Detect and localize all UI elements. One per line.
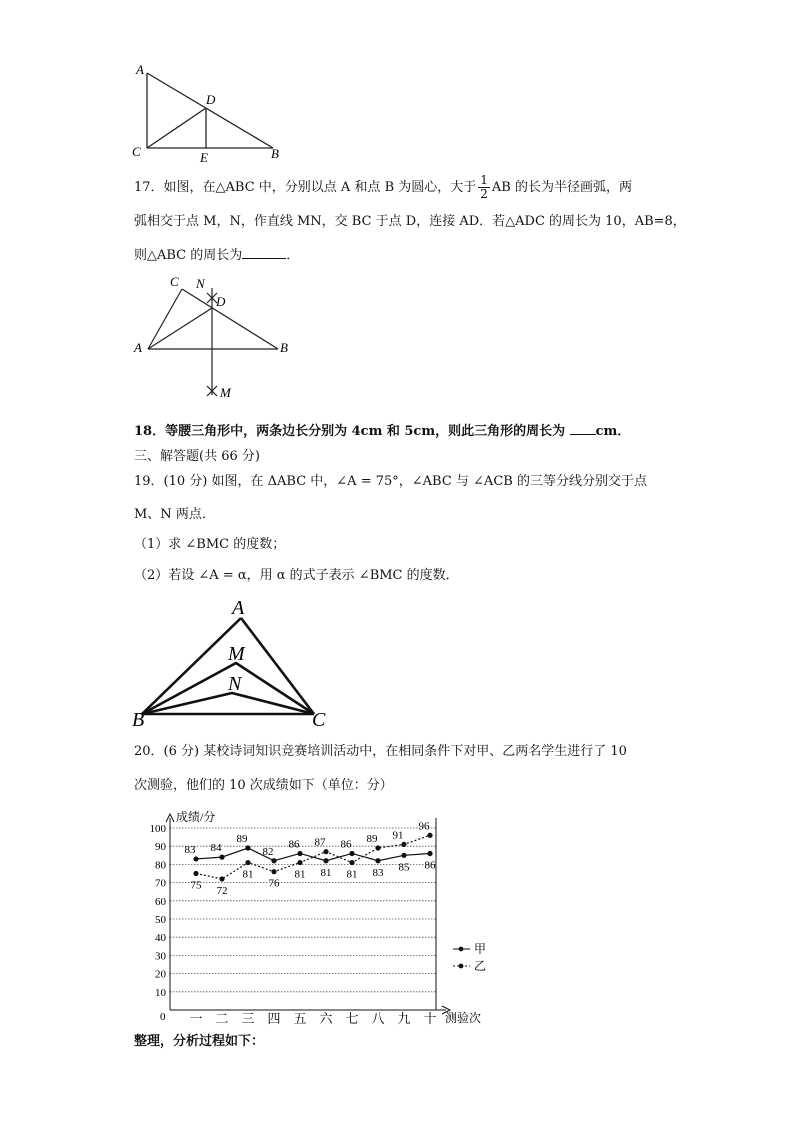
- y-tick-70: 70: [155, 877, 166, 890]
- data-label-10: 96: [418, 820, 430, 833]
- footer-text: 整理，分析过程如下：: [134, 1034, 265, 1049]
- q20-line2: 次测验，他们的 10 次成绩如下（单位：分）: [134, 778, 393, 793]
- y-tick-100: 100: [149, 823, 166, 835]
- point-s2-8: [375, 845, 380, 850]
- label-B: B: [271, 146, 279, 161]
- x-tick-1: 一: [189, 1011, 203, 1026]
- label-N: N: [196, 276, 205, 291]
- x-tick-3: 三: [241, 1011, 255, 1026]
- point-s2-9: [401, 842, 406, 847]
- fraction-half: [478, 174, 490, 201]
- data-label-3: 89: [236, 833, 248, 846]
- q17-line3: [134, 245, 299, 266]
- point-s1-7: [349, 851, 354, 856]
- data-label-16: 81: [320, 866, 332, 879]
- label-M: M: [228, 643, 245, 665]
- x-tick-2: 二: [215, 1011, 229, 1026]
- q18-line: [134, 421, 630, 442]
- label-B: B: [132, 709, 145, 730]
- label-E: E: [200, 150, 208, 165]
- x-tick-6: 六: [319, 1011, 333, 1026]
- y-tick-50: 50: [155, 914, 166, 926]
- frac-den: 2: [480, 187, 488, 201]
- data-label-4: 82: [262, 845, 274, 858]
- data-label-13: 81: [242, 868, 254, 881]
- x-tick-7: 七: [345, 1011, 359, 1026]
- data-label-20: 86: [424, 859, 436, 872]
- point-s2-10: [427, 833, 432, 838]
- point-s2-4: [271, 869, 276, 874]
- point-s1-1: [193, 856, 198, 861]
- x-ticks: [189, 1011, 436, 1026]
- point-s1-5: [297, 851, 302, 856]
- y-tick-origin: 0: [160, 1011, 166, 1023]
- figure-right-triangle: [128, 60, 298, 170]
- y-tick-60: 60: [155, 895, 166, 908]
- x-tick-9: 九: [397, 1011, 411, 1026]
- q20-line1: 20．(6 分) 某校诗词知识竞赛培训活动中，在相同条件下对甲、乙两名学生进行了 10: [134, 744, 627, 759]
- data-label-17: 81: [346, 868, 358, 881]
- q19-part1: （1）求 ∠BMC 的度数；: [134, 537, 286, 552]
- label-C: C: [312, 709, 326, 730]
- q19-line1: 19．(10 分) 如图，在 ΔABC 中，∠A = 75°，∠ABC 与 ∠ACB 的三等分线分别交于点: [134, 474, 647, 489]
- point-s1-6: [323, 858, 328, 863]
- figure-trisectors: [128, 596, 338, 730]
- y-tick-20: 20: [155, 968, 166, 981]
- point-s2-1: [193, 871, 198, 876]
- data-label-18: 83: [372, 866, 384, 879]
- y-tick-90: 90: [155, 841, 166, 854]
- point-s2-2: [219, 876, 224, 881]
- data-label-15: 81: [294, 868, 306, 881]
- frac-num: 1: [480, 173, 488, 187]
- y-tick-40: 40: [155, 932, 166, 945]
- q19-part2: （2）若设 ∠A = α，用 α 的式子表示 ∠BMC 的度数．: [134, 568, 459, 583]
- point-s1-10: [427, 851, 432, 856]
- label-A: A: [136, 62, 144, 77]
- x-tick-5: 五: [293, 1011, 307, 1026]
- point-s2-3: [245, 860, 250, 865]
- point-s2-5: [297, 860, 302, 865]
- label-C: C: [170, 274, 179, 289]
- data-label-19: 85: [398, 861, 410, 874]
- q17-line1: [134, 174, 632, 201]
- answer-blank[interactable]: [570, 421, 596, 435]
- point-s1-3: [245, 845, 250, 850]
- point-s1-2: [219, 855, 224, 860]
- label-C: C: [132, 144, 141, 159]
- q17-text-d: ．: [286, 248, 300, 263]
- label-N: N: [228, 673, 242, 695]
- x-tick-8: 八: [371, 1011, 385, 1026]
- data-label-5: 86: [288, 838, 300, 851]
- point-s1-9: [401, 853, 406, 858]
- legend: [453, 942, 486, 973]
- q17-text-c: 则△ABC 的周长为: [134, 248, 243, 263]
- data-label-8: 89: [366, 833, 378, 846]
- y-tick-10: 10: [155, 986, 166, 999]
- label-M: M: [220, 385, 231, 400]
- q17-text-b: AB 的长为半径画弧，两: [491, 180, 632, 195]
- point-s2-6: [323, 849, 328, 854]
- label-D: D: [206, 92, 216, 107]
- x-tick-10: 十: [423, 1011, 437, 1026]
- q18-text-a: 18．等腰三角形中，两条边长分别为 4cm 和 5cm，则此三角形的周长为: [134, 424, 566, 439]
- y-tick-30: 30: [155, 950, 166, 963]
- label-A: A: [232, 597, 245, 619]
- label-A: A: [134, 340, 142, 355]
- x-tick-4: 四: [267, 1011, 281, 1026]
- point-s1-8: [375, 858, 380, 863]
- point-s2-7: [349, 860, 354, 865]
- data-label-1: 83: [184, 843, 196, 856]
- legend-jia: 甲: [474, 942, 487, 956]
- point-s1-4: [271, 858, 276, 863]
- label-D: D: [216, 294, 226, 309]
- score-line-chart: [140, 808, 510, 1030]
- y-axis-title: 成绩/分: [176, 810, 216, 824]
- data-label-7: 86: [340, 838, 352, 851]
- legend-yi: 乙: [474, 959, 487, 973]
- q17-line2: 弧相交于点 M，N，作直线 MN，交 BC 于点 D，连接 AD．若△ADC 的周长为 10，AB=8，: [134, 214, 686, 229]
- series-line-1: [196, 845, 430, 861]
- data-label-9: 91: [392, 829, 404, 842]
- data-label-6: 87: [314, 836, 326, 849]
- data-label-12: 72: [216, 884, 228, 897]
- q17-text-a: 17．如图，在△ABC 中，分别以点 A 和点 B 为圆心，大于: [134, 180, 477, 195]
- data-label-14: 76: [268, 877, 280, 890]
- figure-perpendicular-bisector: [128, 270, 308, 405]
- label-B: B: [280, 340, 288, 355]
- data-label-2: 84: [210, 842, 222, 855]
- q19-line2: M、N 两点．: [134, 507, 215, 522]
- data-label-11: 75: [190, 879, 202, 892]
- q18-text-b: cm．: [595, 424, 631, 439]
- answer-blank[interactable]: [242, 245, 286, 259]
- x-axis-title: 测验次: [445, 1011, 482, 1025]
- section-heading: 三、解答题(共 66 分): [134, 449, 260, 464]
- y-ticks: [150, 823, 167, 999]
- y-tick-80: 80: [155, 859, 166, 872]
